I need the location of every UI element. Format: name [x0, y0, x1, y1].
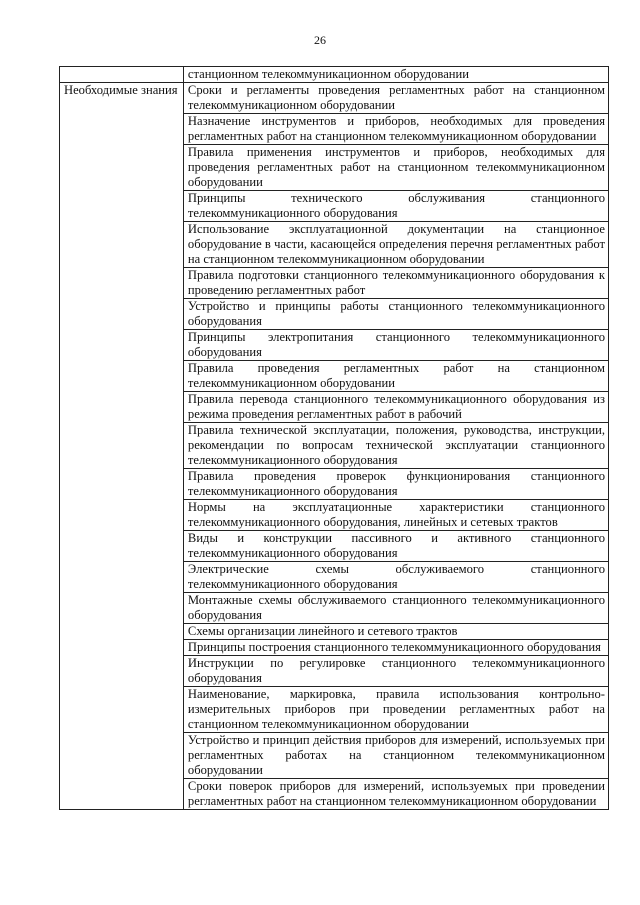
knowledge-item: Инструкции по регулировке станционного телекоммуникационного оборудования	[183, 656, 608, 687]
knowledge-item: Принципы электропитания станционного телекоммуникационного оборудования	[183, 330, 608, 361]
page-number: 26	[314, 33, 326, 47]
knowledge-item: Правила применения инструментов и приборов, необходимых для проведения регламентных работ на станционном телекоммуникационном оборудовании	[183, 145, 608, 191]
knowledge-item: Схемы организации линейного и сетевого трактов	[183, 624, 608, 640]
knowledge-item: Правила проведения проверок функционирования станционного телекоммуникационного оборудования	[183, 469, 608, 500]
section-label: Необходимые знания	[60, 83, 184, 810]
knowledge-item: Правила проведения регламентных работ на станционном телекоммуникационном оборудовании	[183, 361, 608, 392]
requirements-table-body	[60, 67, 609, 810]
table-row	[60, 83, 609, 114]
knowledge-item: Электрические схемы обслуживаемого станционного телекоммуникационного оборудования	[183, 562, 608, 593]
knowledge-item: Назначение инструментов и приборов, необходимых для проведения регламентных работ на станционном телекоммуникационном оборудовании	[183, 114, 608, 145]
knowledge-item: Виды и конструкции пассивного и активного станционного телекоммуникационного оборудования	[183, 531, 608, 562]
knowledge-item: Устройство и принцип действия приборов для измерений, используемых при регламентных работах на станционном телекоммуникационном оборудовании	[183, 733, 608, 779]
knowledge-item: Правила подготовки станционного телекоммуникационного оборудования к проведению регламентных работ	[183, 268, 608, 299]
knowledge-item: Устройство и принципы работы станционного телекоммуникационного оборудования	[183, 299, 608, 330]
knowledge-item: Принципы построения станционного телекоммуникационного оборудования	[183, 640, 608, 656]
knowledge-item: Наименование, маркировка, правила использования контрольно-измерительных приборов при проведении регламентных работ на станционном телекоммуникационном оборудовании	[183, 687, 608, 733]
knowledge-item: Принципы технического обслуживания станционного телекоммуникационного оборудования	[183, 191, 608, 222]
requirements-table	[59, 66, 609, 810]
continued-text-cell: станционном телекоммуникационном оборудовании	[183, 67, 608, 83]
knowledge-item: Использование эксплуатационной документации на станционное оборудование в части, касающейся определения перечня регламентных работ на станционном телекоммуникационном оборудовании	[183, 222, 608, 268]
knowledge-item: Сроки и регламенты проведения регламентных работ на станционном телекоммуникационном оборудовании	[183, 83, 608, 114]
knowledge-item: Монтажные схемы обслуживаемого станционного телекоммуникационного оборудования	[183, 593, 608, 624]
knowledge-item: Правила перевода станционного телекоммуникационного оборудования из режима проведения регламентных работ в рабочий	[183, 392, 608, 423]
knowledge-item: Нормы на эксплуатационные характеристики станционного телекоммуникационного оборудования, линейных и сетевых трактов	[183, 500, 608, 531]
knowledge-item: Правила технической эксплуатации, положения, руководства, инструкции, рекомендации по вопросам технической эксплуатации станционного телекоммуникационного оборудования	[183, 423, 608, 469]
knowledge-item: Сроки поверок приборов для измерений, используемых при проведении регламентных работ на станционном телекоммуникационном оборудовании	[183, 779, 608, 810]
empty-label-cell	[60, 67, 184, 83]
table-row-continued	[60, 67, 609, 83]
